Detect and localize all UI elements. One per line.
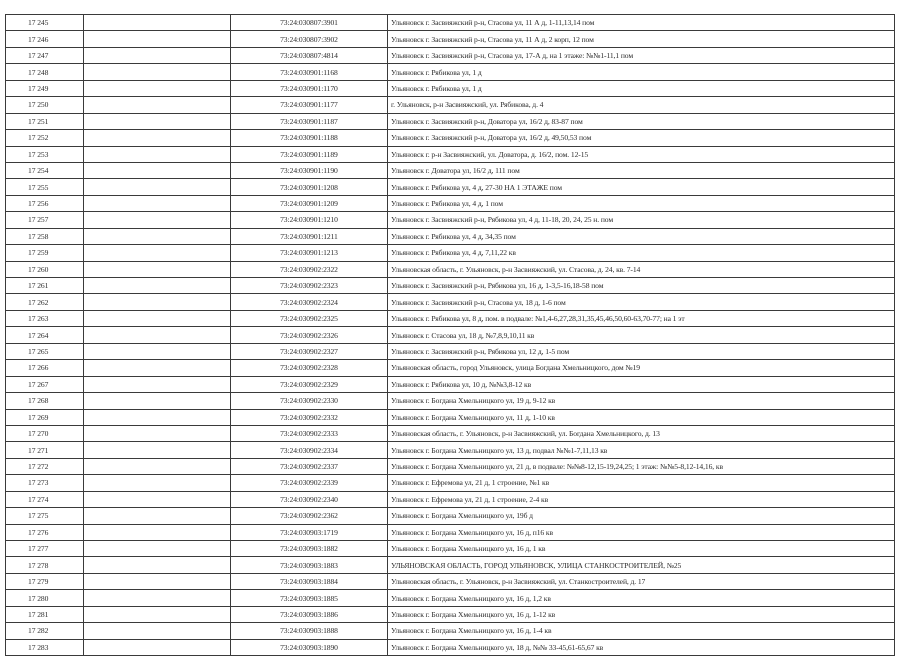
cadastral-number-cell: 73:24:030901:1177 [231,97,388,113]
cadastral-number-cell: 73:24:030902:2337 [231,458,388,474]
cadastral-number-cell: 73:24:030902:2332 [231,409,388,425]
address-cell: Ульяновск г. Засвияжский р-н, Доватора ул, 16/2 д, 49,50,53 пом [388,130,895,146]
cadastral-number-cell: 73:24:030903:1885 [231,590,388,606]
row-number-cell: 17 267 [6,376,84,392]
row-number-cell: 17 264 [6,327,84,343]
cadastral-number-cell: 73:24:030902:2328 [231,360,388,376]
empty-cell [84,393,231,409]
cadastral-number-cell: 73:24:030902:2323 [231,278,388,294]
address-cell: г. Ульяновск, р-н Засвияжский, ул. Рябикова, д. 4 [388,97,895,113]
address-cell: Ульяновск г. Ефремова ул, 21 д, 1 строение, №1 кв [388,475,895,491]
address-cell: Ульяновск г. Засвияжский р-н, Рябикова ул, 4 д, 11-18, 20, 24, 25 н. пом [388,212,895,228]
cadastral-number-cell: 73:24:030902:2330 [231,393,388,409]
address-cell: Ульяновск г. Доватора ул, 16/2 д, 111 пом [388,162,895,178]
table-row [6,15,895,31]
table-row [6,327,895,343]
table-row [6,113,895,129]
empty-cell [84,113,231,129]
address-cell: Ульяновск г. Рябикова ул, 10 д, №№3,8-12 кв [388,376,895,392]
address-cell: Ульяновск г. Рябикова ул, 4 д, 27-30 НА 1 ЭТАЖЕ пом [388,179,895,195]
cadastral-number-cell: 73:24:030807:3901 [231,15,388,31]
address-cell: Ульяновск г. Рябикова ул, 4 д, 7,11,22 кв [388,245,895,261]
address-cell: Ульяновск г. Стасова ул, 18 д, №7,8,9,10,11 кв [388,327,895,343]
table-row [6,47,895,63]
table-row [6,442,895,458]
empty-cell [84,47,231,63]
table-row [6,409,895,425]
address-cell: Ульяновск г. Засвияжский р-н, Стасова ул, 18 д, 1-6 пом [388,294,895,310]
row-number-cell: 17 247 [6,47,84,63]
address-cell: Ульяновск г. Богдана Хмельницкого ул, 19б д [388,508,895,524]
empty-cell [84,146,231,162]
table-row [6,97,895,113]
register-sheet [5,14,895,656]
row-number-cell: 17 250 [6,97,84,113]
row-number-cell: 17 282 [6,623,84,639]
empty-cell [84,606,231,622]
table-row [6,590,895,606]
row-number-cell: 17 260 [6,261,84,277]
empty-cell [84,508,231,524]
table-row [6,31,895,47]
row-number-cell: 17 249 [6,80,84,96]
table-row [6,557,895,573]
table-row [6,606,895,622]
row-number-cell: 17 248 [6,64,84,80]
table-row [6,376,895,392]
address-cell: Ульяновск г. Рябикова ул, 4 д, 34,35 пом [388,228,895,244]
cadastral-number-cell: 73:24:030901:1170 [231,80,388,96]
cadastral-number-cell: 73:24:030903:1882 [231,541,388,557]
cadastral-number-cell: 73:24:030901:1189 [231,146,388,162]
row-number-cell: 17 273 [6,475,84,491]
empty-cell [84,179,231,195]
row-number-cell: 17 283 [6,639,84,655]
table-row [6,541,895,557]
cadastral-number-cell: 73:24:030902:2324 [231,294,388,310]
row-number-cell: 17 280 [6,590,84,606]
cadastral-number-cell: 73:24:030901:1188 [231,130,388,146]
cadastral-number-cell: 73:24:030902:2325 [231,310,388,326]
address-cell: Ульяновск г. Богдана Хмельницкого ул, 16 д, 1-4 кв [388,623,895,639]
cadastral-number-cell: 73:24:030901:1187 [231,113,388,129]
empty-cell [84,442,231,458]
table-row [6,343,895,359]
row-number-cell: 17 246 [6,31,84,47]
cadastral-number-cell: 73:24:030903:1888 [231,623,388,639]
table-row [6,294,895,310]
row-number-cell: 17 252 [6,130,84,146]
cadastral-number-cell: 73:24:030903:1886 [231,606,388,622]
empty-cell [84,15,231,31]
cadastral-number-cell: 73:24:030807:4814 [231,47,388,63]
address-cell: Ульяновск г. Богдана Хмельницкого ул, 18 д, №№ 33-45,61-65,67 кв [388,639,895,655]
cadastral-number-cell: 73:24:030903:1719 [231,524,388,540]
empty-cell [84,343,231,359]
empty-cell [84,80,231,96]
empty-cell [84,524,231,540]
empty-cell [84,294,231,310]
address-cell: Ульяновск г. Богдана Хмельницкого ул, 11 д, 1-10 кв [388,409,895,425]
address-cell: Ульяновск г. Ефремова ул, 21 д, 1 строение, 2-4 кв [388,491,895,507]
cadastral-number-cell: 73:24:030902:2327 [231,343,388,359]
table-row [6,310,895,326]
row-number-cell: 17 245 [6,15,84,31]
cadastral-number-cell: 73:24:030903:1890 [231,639,388,655]
empty-cell [84,261,231,277]
empty-cell [84,310,231,326]
cadastral-number-cell: 73:24:030902:2339 [231,475,388,491]
table-row [6,245,895,261]
table-row [6,360,895,376]
row-number-cell: 17 272 [6,458,84,474]
row-number-cell: 17 271 [6,442,84,458]
register-table [5,14,895,656]
row-number-cell: 17 253 [6,146,84,162]
address-cell: Ульяновск г. Богдана Хмельницкого ул, 19 д, 9-12 кв [388,393,895,409]
table-row [6,195,895,211]
table-row [6,162,895,178]
cadastral-number-cell: 73:24:030903:1884 [231,573,388,589]
cadastral-number-cell: 73:24:030807:3902 [231,31,388,47]
empty-cell [84,64,231,80]
address-cell: Ульяновск г. Рябикова ул, 1 д [388,64,895,80]
table-row [6,524,895,540]
address-cell: Ульяновск г. Богдана Хмельницкого ул, 21 д, в подвале: №№8-12,15-19,24,25; 1 этаж: №№5-8,12-14,16, кв [388,458,895,474]
row-number-cell: 17 268 [6,393,84,409]
empty-cell [84,195,231,211]
table-row [6,261,895,277]
row-number-cell: 17 279 [6,573,84,589]
empty-cell [84,31,231,47]
address-cell: Ульяновск г. р-н Засвияжский, ул. Доватора, д. 16/2, пом. 12-15 [388,146,895,162]
empty-cell [84,590,231,606]
row-number-cell: 17 251 [6,113,84,129]
row-number-cell: 17 274 [6,491,84,507]
cadastral-number-cell: 73:24:030902:2362 [231,508,388,524]
empty-cell [84,245,231,261]
table-row [6,508,895,524]
empty-cell [84,409,231,425]
address-cell: Ульяновск г. Засвияжский р-н, Рябикова ул, 12 д, 1-5 пом [388,343,895,359]
address-cell: Ульяновск г. Рябикова ул, 4 д, 1 пом [388,195,895,211]
row-number-cell: 17 256 [6,195,84,211]
empty-cell [84,228,231,244]
cadastral-number-cell: 73:24:030901:1168 [231,64,388,80]
cadastral-number-cell: 73:24:030903:1883 [231,557,388,573]
address-cell: Ульяновск г. Богдана Хмельницкого ул, 16 д, 1,2 кв [388,590,895,606]
address-cell: Ульяновск г. Богдана Хмельницкого ул, 13 д, подвал №№1-7,11,13 кв [388,442,895,458]
address-cell: Ульяновск г. Засвияжский р-н, Доватора ул, 16/2 д, 83-87 пом [388,113,895,129]
address-cell: Ульяновская область, г. Ульяновск, р-н Засвияжский, ул. Богдана Хмельницкого, д. 13 [388,425,895,441]
address-cell: Ульяновская область, г. Ульяновск, р-н Засвияжский, ул. Станкостроителей, д. 17 [388,573,895,589]
address-cell: Ульяновск г. Богдана Хмельницкого ул, 16 д, п16 кв [388,524,895,540]
address-cell: Ульяновск г. Богдана Хмельницкого ул, 16 д, 1 кв [388,541,895,557]
table-row [6,80,895,96]
cadastral-number-cell: 73:24:030902:2326 [231,327,388,343]
address-cell: Ульяновская область, город Ульяновск, улица Богдана Хмельницкого, дом №19 [388,360,895,376]
empty-cell [84,541,231,557]
address-cell: Ульяновская область, г. Ульяновск, р-н Засвияжский, ул. Стасова, д. 24, кв. 7-14 [388,261,895,277]
table-row [6,179,895,195]
address-cell: Ульяновск г. Рябикова ул, 8 д, пом. в подвале: №1,4-6,27,28,31,35,45,46,50,60-63,70-77; на 1 эт [388,310,895,326]
cadastral-number-cell: 73:24:030902:2334 [231,442,388,458]
cadastral-number-cell: 73:24:030902:2333 [231,425,388,441]
table-row [6,639,895,655]
empty-cell [84,573,231,589]
cadastral-number-cell: 73:24:030901:1211 [231,228,388,244]
table-row [6,573,895,589]
address-cell: Ульяновск г. Засвияжский р-н, Стасова ул, 11 А д, 2 корп, 12 пом [388,31,895,47]
empty-cell [84,425,231,441]
empty-cell [84,97,231,113]
cadastral-number-cell: 73:24:030901:1190 [231,162,388,178]
table-row [6,475,895,491]
row-number-cell: 17 265 [6,343,84,359]
row-number-cell: 17 263 [6,310,84,326]
empty-cell [84,458,231,474]
table-row [6,623,895,639]
address-cell: Ульяновск г. Богдана Хмельницкого ул, 16 д, 1-12 кв [388,606,895,622]
table-row [6,458,895,474]
empty-cell [84,212,231,228]
address-cell: Ульяновск г. Засвияжский р-н, Стасова ул, 17-А д, на 1 этаже: №№1-11,1 пом [388,47,895,63]
empty-cell [84,130,231,146]
row-number-cell: 17 258 [6,228,84,244]
row-number-cell: 17 269 [6,409,84,425]
cadastral-number-cell: 73:24:030901:1210 [231,212,388,228]
empty-cell [84,557,231,573]
cadastral-number-cell: 73:24:030901:1213 [231,245,388,261]
table-row [6,146,895,162]
row-number-cell: 17 261 [6,278,84,294]
empty-cell [84,162,231,178]
row-number-cell: 17 281 [6,606,84,622]
table-row [6,228,895,244]
cadastral-number-cell: 73:24:030901:1209 [231,195,388,211]
cadastral-number-cell: 73:24:030902:2340 [231,491,388,507]
table-row [6,278,895,294]
register-table-body [6,15,895,656]
empty-cell [84,327,231,343]
table-row [6,393,895,409]
table-row [6,491,895,507]
row-number-cell: 17 275 [6,508,84,524]
row-number-cell: 17 257 [6,212,84,228]
table-row [6,425,895,441]
row-number-cell: 17 255 [6,179,84,195]
empty-cell [84,376,231,392]
row-number-cell: 17 254 [6,162,84,178]
empty-cell [84,623,231,639]
table-row [6,212,895,228]
row-number-cell: 17 262 [6,294,84,310]
row-number-cell: 17 278 [6,557,84,573]
address-cell: Ульяновск г. Рябикова ул, 1 д [388,80,895,96]
cadastral-number-cell: 73:24:030902:2322 [231,261,388,277]
address-cell: УЛЬЯНОВСКАЯ ОБЛАСТЬ, ГОРОД УЛЬЯНОВСК, УЛИЦА СТАНКОСТРОИТЕЛЕЙ, №25 [388,557,895,573]
table-row [6,130,895,146]
row-number-cell: 17 259 [6,245,84,261]
empty-cell [84,360,231,376]
empty-cell [84,639,231,655]
row-number-cell: 17 270 [6,425,84,441]
empty-cell [84,278,231,294]
table-row [6,64,895,80]
empty-cell [84,491,231,507]
address-cell: Ульяновск г. Засвияжский р-н, Стасова ул, 11 А д, 1-11,13,14 пом [388,15,895,31]
row-number-cell: 17 276 [6,524,84,540]
address-cell: Ульяновск г. Засвияжский р-н, Рябикова ул, 16 д, 1-3,5-16,18-58 пом [388,278,895,294]
row-number-cell: 17 277 [6,541,84,557]
cadastral-number-cell: 73:24:030901:1208 [231,179,388,195]
row-number-cell: 17 266 [6,360,84,376]
cadastral-number-cell: 73:24:030902:2329 [231,376,388,392]
empty-cell [84,475,231,491]
